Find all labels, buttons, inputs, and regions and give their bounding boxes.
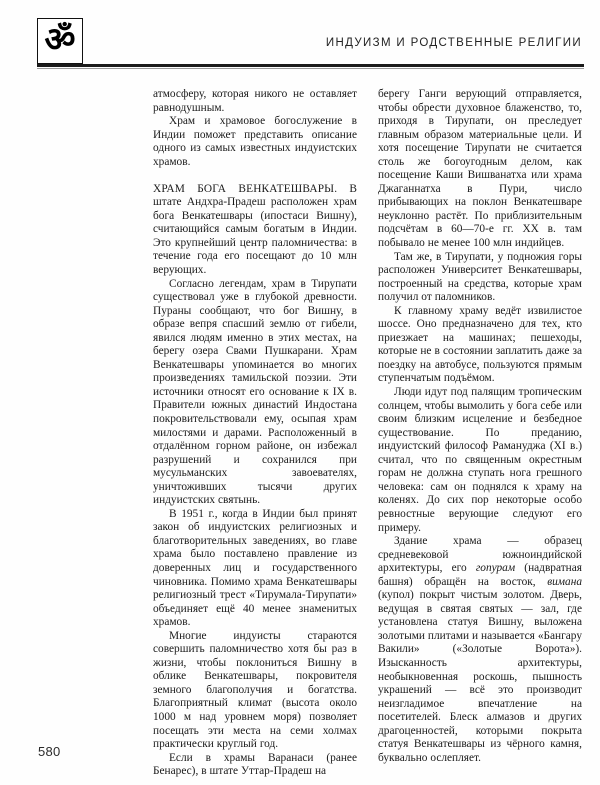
paragraph-text-after: (купол) покрыт чистым золотом. Дверь, ведущая в святая святых — зал, где установлена статуя Вишну, выложена золотыми плитами и называется «Бангару Вакили» («Золотые Ворота»). Изысканность архитектуры, необыкновенная роскошь, пышность украшений — всё это производит неизгладимое впечатление на посетителей. Блеск алмазов и других драгоценностей, которыми покрыта статуя Венкатешвары из чёрного камня, буквально ослепляет. [378, 589, 582, 764]
section-body: В штате Андхра-Прадеш расположен храм бога Венкатешвары (ипостаси Вишну), считающийся самым богатым в Индии. Это крупнейший центр паломничества: в течение года его посещают до 10 млн верующих. [153, 182, 357, 276]
paragraph: атмосферу, которая никого не оставляет равнодушным. [153, 88, 357, 114]
paragraph: Люди идут под палящим тропическим солнцем, чтобы вымолить у бога себе или своим близким исцеление и безбедное существование. По преданию, индуистский философ Рамануджа (XI в.) считал, что по священным окрестным горам не должна ступать нога грешного человека: сам он поднялся к храму на коленях. До сих пор некоторые особо ревностные верующие следуют его примеру. [378, 386, 582, 534]
paragraph: Согласно легендам, храм в Тирупати существовал уже в глубокой древности. Пураны сообщают, что бог Вишну, в образе вепря спасший землю от гибели, явился людям именно в этих местах, на берегу озера Свами Пушкарани. Храм Венкатешвары упоминается во многих произведениях тамильской поэзии. Эти источники относят его основание к IX в. Правители южных династий Индостана покровительствовали ему, осыпая храм милостями и дарами. Расположенный в отдалённом горном районе, он избежал разрушений и сохранился при мусульманских завоевателях, уничтоживших тысячи других индуистских святынь. [153, 277, 357, 507]
header-rule [37, 64, 584, 67]
paragraph-text-before: Здание храма — образец средневековой южноиндийской архитектуры, его [378, 535, 582, 575]
paragraph: Если в храмы Варанаси (ранее Бенарес), в штате Уттар-Прадеш на [153, 751, 357, 778]
running-head: ИНДУИЗМ И РОДСТВЕННЫЕ РЕЛИГИИ [325, 37, 582, 49]
column-left [153, 88, 357, 779]
section-paragraph [153, 183, 357, 278]
italic-term-gopuram: гопурам [475, 562, 516, 575]
paragraph: В 1951 г., когда в Индии был принят закон об индуистских религиозных и благотворительных заведениях, во главе храма было поставлено правление из доверенных лиц и государственного чиновника. Помимо храма Венкатешвары религиозный трест «Тирумала-Тирупати» объединяет ещё 40 менее знаменитых храмов. [153, 507, 357, 629]
paragraph: Многие индуисты стараются совершить паломничество хотя бы раз в жизни, чтобы поклониться Вишну в облике Венкатешвары, покровителя земного благополучия и богатства. Благоприятный климат (высота около 1000 м над уровнем моря) позволяет посещать эти места на семи холмах практически круглый год. [153, 629, 357, 751]
column-right [378, 88, 582, 779]
text-columns [153, 88, 583, 779]
section-heading: ХРАМ БОГА ВЕНКАТЕШВАРЫ. [153, 182, 338, 195]
om-emblem [37, 18, 83, 64]
italic-term-vimana: вимана [547, 575, 582, 588]
header-rule-hairline [37, 68, 584, 69]
page-number: 580 [38, 744, 61, 759]
paragraph: берегу Ганги верующий отправляется, чтобы обрести духовное блаженство, то, приходя в Тирупати, он преследует главным образом материальные цели. И хотя посещение Тирупати не считается столь же богоугодным делом, как посещение Каши Вишванатха или храма Джаганнатха в Пури, число прибывающих на поклон Венкатешваре неуклонно растёт. По приблизительным подсчётам в 60—70-е гг. XX в. там побывало не менее 100 млн индийцев. [378, 88, 582, 250]
paragraph: К главному храму ведёт извилистое шоссе. Оно предназначено для тех, кто приезжает на машинах; пешеходы, которые не в состоянии заплатить даже за поездку на автобусе, пользуются прямым ступенчатым подъёмом. [378, 304, 582, 385]
page-header [0, 18, 600, 70]
paragraph-with-italics [378, 535, 582, 765]
om-icon: ॐ [44, 20, 76, 60]
paragraph: Храм и храмовое богослужение в Индии поможет представить описание одного из самых известных индуистских храмов. [153, 115, 357, 168]
paragraph: Там же, в Тирупати, у подножия горы расположен Университет Венкатешвары, построенный на средства, которые храм получил от паломников. [378, 250, 582, 304]
paragraph-text-middle: (надвратная башня) обращён на восток, [378, 562, 582, 588]
